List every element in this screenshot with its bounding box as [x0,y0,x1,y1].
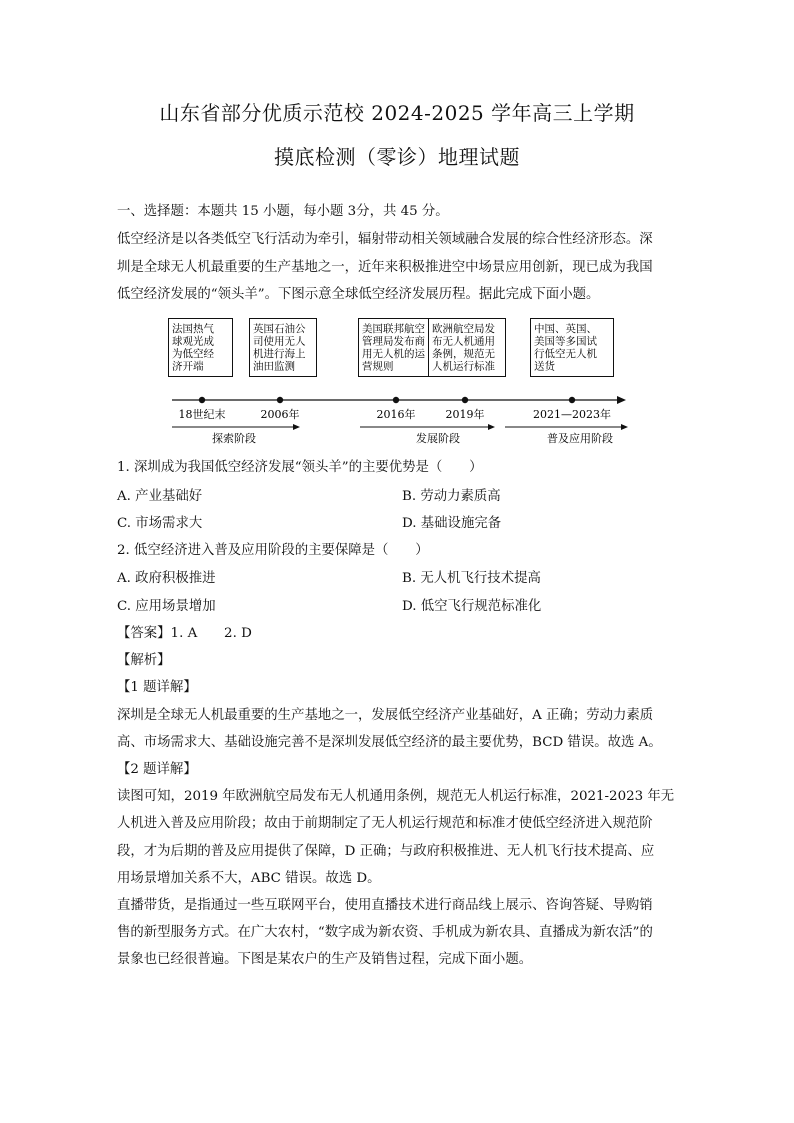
q1-option-b: B. 劳动力素质高 [402,489,501,504]
timeline-event-text: 司使用无人 [253,335,306,348]
timeline-year-label: 2019年 [445,408,485,421]
timeline-event-text: 行低空无人机 [534,348,597,360]
q2-option-b: B. 无人机飞行技术提高 [402,571,541,586]
intro2-line1: 直播带货，是指通过一些互联网平台，使用直播技术进行商品线上展示、咨询答疑、导购销 [117,898,653,913]
timeline-year-label: 2021—2023年 [533,408,611,421]
timeline-event-text: 管理局发布商 [362,335,425,348]
timeline-event-text: 为低空经 [172,348,214,360]
timeline-years [179,407,612,421]
timeline-event-boxes [169,319,614,377]
intro1-line1: 低空经济是以各类低空飞行活动为牵引，辐射带动相关领域融合发展的综合性经济形态。深 [117,232,653,247]
detail1-line2: 高、市场需求大、基础设施完善不是深圳发展低空经济的最主要优势，BCD 错误。故选 A。 [117,735,662,750]
detail2-line4: 用场景增加关系不大，ABC 错误。故选 D。 [117,871,381,886]
q2-stem: 2. 低空经济进入普及应用阶段的主要保障是（ ） [117,543,429,558]
stage-label-popularize: 普及应用阶段 [547,432,613,445]
timeline-event-text: 美国联邦航空 [362,323,425,335]
timeline-axis-arrow [617,396,626,404]
timeline-event-box [359,319,437,377]
timeline-event-text: 美国等多国试 [534,335,597,348]
q2-option-c: C. 应用场景增加 [117,599,216,614]
timeline-event-text: 用无人机的运 [362,348,425,360]
intro2-line3: 景象也已经很普遍。下图是某农户的生产及销售过程，完成下面小题。 [117,952,533,967]
timeline-year-label: 18世纪末 [178,408,226,421]
detail2-line1: 读图可知，2019 年欧洲航空局发布无人机通用条例，规范无人机运行标准，2021-2023 年无 [117,789,675,804]
timeline-event-text: 中国、英国、 [534,323,597,335]
q1-option-d: D. 基础设施完备 [402,516,502,531]
timeline-event-text: 球观光成 [172,335,214,348]
timeline-dot [569,397,575,403]
timeline-dot [393,397,399,403]
timeline-dot [277,397,283,403]
timeline-event-text: 送货 [534,360,555,373]
intro1-line3: 低空经济发展的“领头羊”。下图示意全球低空经济发展历程。据此完成下面小题。 [117,287,600,302]
timeline-event-text: 油田监测 [253,360,295,373]
timeline-figure [168,318,634,448]
detail2-line2: 人机进入普及应用阶段；故由于前期制定了无人机运行规范和标准才使低空经济进入规范阶 [117,816,653,831]
timeline-event-text: 布无人机通用 [432,335,495,348]
section-header: 一、选择题：本题共 15 小题，每小题 3分，共 45 分。 [117,204,449,219]
detail1-label: 【1 题详解】 [117,680,197,695]
q1-option-c: C. 市场需求大 [117,516,203,531]
q2-option-d: D. 低空飞行规范标准化 [402,599,542,614]
timeline-event-box [429,319,506,377]
timeline-event-text: 条例，规范无 [432,348,495,360]
timeline-event-text: 欧洲航空局发 [432,323,495,335]
detail2-label: 【2 题详解】 [117,762,197,777]
timeline-dot [199,397,205,403]
exam-title-line1: 山东省部分优质示范校 2024-2025 学年高三上学期 [159,101,635,125]
timeline-year-label: 2006年 [260,408,300,421]
timeline-event-box [531,319,614,377]
timeline-event-text: 法国热气 [172,323,214,335]
timeline-event-text: 营规则 [362,360,394,373]
timeline-event-box [169,319,233,377]
detail1-line1: 深圳是全球无人机最重要的生产基地之一，发展低空经济产业基础好，A 正确；劳动力素质 [117,708,654,723]
timeline-event-box [250,319,317,377]
stage-arrow-explore-head [293,424,300,430]
timeline-event-text: 人机运行标准 [432,360,495,373]
exam-title-line2: 摸底检测（零诊）地理试题 [274,145,520,169]
timeline-event-text: 机进行海上 [253,348,306,360]
stage-label-develop: 发展阶段 [416,432,460,445]
detail2-line3: 段，才为后期的普及应用提供了保障，D 正确；与政府积极推进、无人机飞行技术提高、应 [117,844,655,859]
stage-arrow-develop-head [488,424,495,430]
q1-option-a: A. 产业基础好 [117,489,203,504]
intro2-line2: 售的新型服务方式。在广大农村，“数字成为新农资、手机成为新农具、直播成为新农活”的 [117,925,653,940]
intro1-line2: 圳是全球无人机最重要的生产基地之一，近年来积极推进空中场景应用创新，现已成为我国 [117,260,653,275]
analysis-label: 【解析】 [117,653,171,668]
timeline-year-label: 2016年 [376,408,416,421]
timeline-dot [462,397,468,403]
stage-label-explore: 探索阶段 [212,432,256,445]
answer-line: 【答案】1. A 2. D [117,626,252,641]
q1-stem: 1. 深圳成为我国低空经济发展“领头羊”的主要优势是（ ） [117,460,483,475]
timeline-event-text: 英国石油公 [253,323,306,335]
q2-option-a: A. 政府积极推进 [117,571,216,586]
stage-arrow-popularize-head [621,424,628,430]
timeline-event-text: 济开端 [172,360,204,373]
